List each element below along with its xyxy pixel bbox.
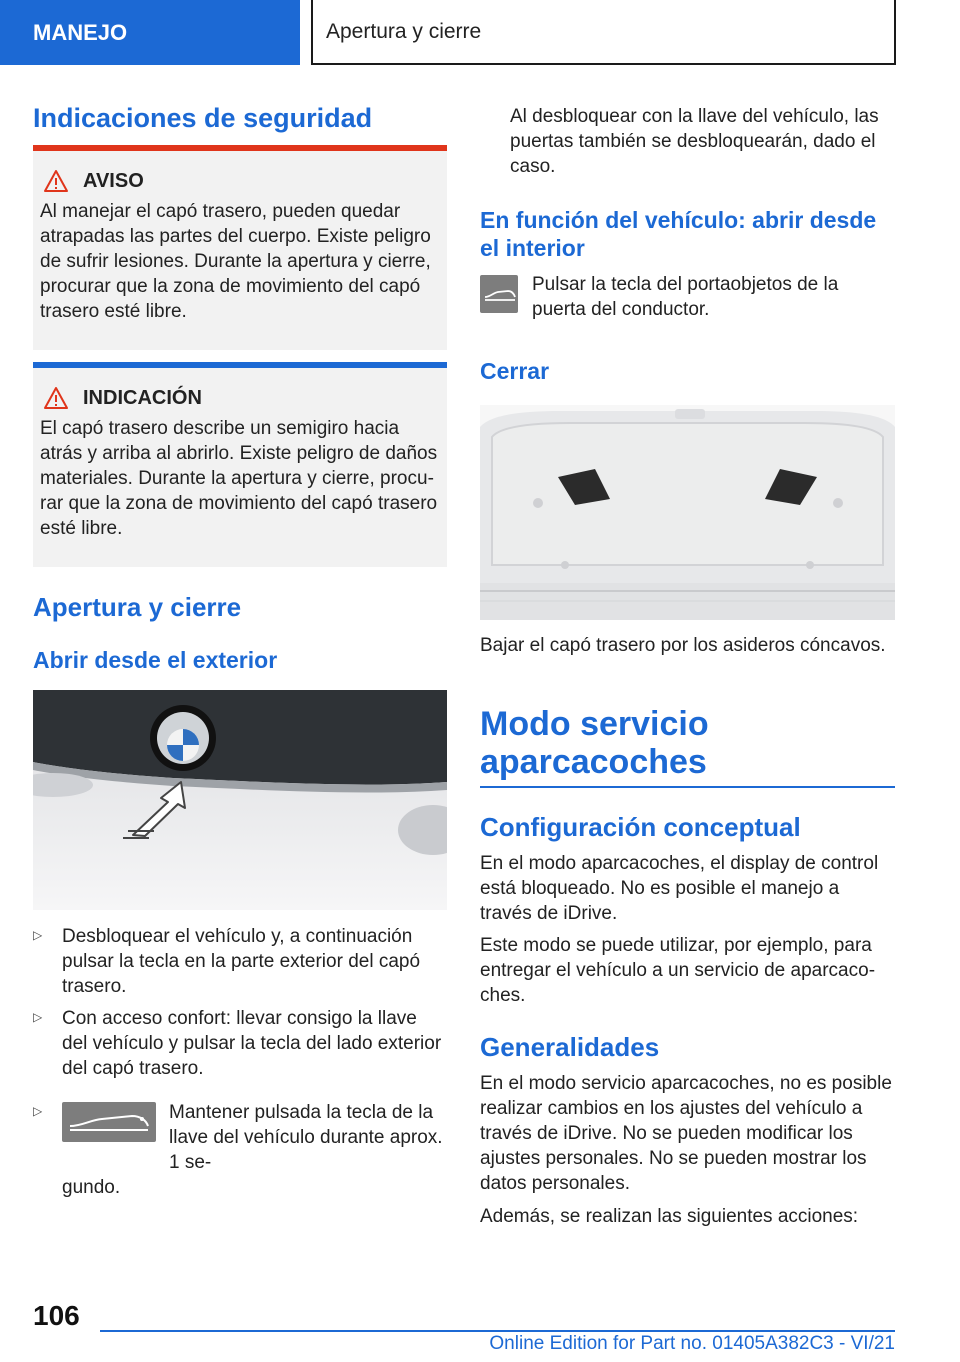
warning-triangle-icon — [43, 386, 69, 410]
heading-valet-mode: Modo servicio aparcacoches — [480, 705, 709, 781]
section-tab — [0, 0, 300, 65]
trunk-key-icon — [62, 1102, 156, 1142]
bullet-triangle-icon: ▷ — [33, 928, 43, 942]
page-number: 106 — [33, 1300, 80, 1331]
notice-title-row — [40, 386, 440, 410]
heading-open-close: Apertura y cierre — [33, 592, 242, 622]
step-2-text: Con acceso confort: llevar consigo la llave del vehículo y pulsar la tecla del lado exterior del capó trasero. — [62, 1008, 442, 1079]
close-caption: Bajar el capó trasero por los asideros cóncavos. — [480, 635, 886, 656]
notice-text: El capó trasero describe un semigiro hacia atrás y arriba al abrirlo. Existe peligro de daños materiales. Durante la apertura y cierre, procurar que la zona de movimiento del capó trasero esté libre. — [40, 418, 438, 539]
chapter-header — [311, 0, 896, 65]
heading-close: Cerrar — [480, 358, 550, 384]
notice-title: INDICACIÓN — [83, 386, 202, 409]
concept-paragraph-2: Este modo se puede utilizar, por ejemplo, para entregar el vehículo a un servicio de aparcacoches. — [480, 935, 876, 1006]
footer-rule — [100, 1330, 895, 1332]
warning-triangle-icon — [43, 169, 69, 193]
list-item — [33, 1006, 447, 1081]
unlock-note: Al desbloquear con la llave del vehículo, las puertas también se desbloquearán, dado el caso. — [510, 106, 879, 177]
warning-rule — [33, 145, 447, 151]
edition-text: Online Edition for Part no. 01405A382C3 - VI/21 — [489, 1333, 895, 1354]
heading-safety: Indicaciones de seguridad — [33, 103, 373, 133]
trunk-exterior-photo — [33, 690, 447, 910]
trunk-key-icon — [480, 275, 518, 313]
step-1-text: Desbloquear el vehículo y, a continuación pulsar la tecla en la parte exterior del capó trasero. — [62, 926, 421, 997]
step-3-text: Mantener pulsada la tecla de la llave del vehículo durante aprox. 1 se- — [169, 1102, 443, 1173]
inside-text: Pulsar la tecla del portaobjetos de la puerta del conductor. — [532, 274, 839, 320]
general-paragraph-2: Además, se realizan las siguientes acciones: — [480, 1206, 859, 1227]
heading-general: Generalidades — [480, 1032, 660, 1062]
heading-open-inside: En función del vehículo: abrir desde el interior — [480, 207, 877, 261]
step-3-text-cont: gundo. — [62, 1177, 121, 1198]
bullet-triangle-icon: ▷ — [33, 1010, 43, 1024]
bullet-triangle-icon: ▷ — [33, 1104, 43, 1118]
general-paragraph-1: En el modo servicio aparcacoches, no es posible realizar cambios en los ajustes del vehículo a través de iDrive. No se pueden modificar los ajustes personales. No se pueden mostrar los datos personales. — [480, 1073, 892, 1194]
warning-box — [33, 145, 447, 350]
section-label: MANEJO — [33, 19, 128, 45]
warning-text: Al manejar el capó trasero, pueden quedar atrapadas las partes del cuerpo. Existe peligro de sufrir lesiones. Durante la apertura y cierre, procurar que la zona de movimiento del capó trasero esté libre. — [40, 201, 431, 322]
chapter-title: Apertura y cierre — [326, 19, 482, 43]
trunk-interior-photo — [480, 405, 895, 620]
concept-paragraph-1: En el modo aparcacoches, el display de control está bloqueado. No es posible el manejo a través de iDrive. — [480, 853, 879, 924]
warning-title: AVISO — [83, 169, 144, 192]
heading-underline — [480, 786, 895, 788]
list-item — [33, 1100, 447, 1200]
heading-open-outside: Abrir desde el exterior — [33, 647, 278, 673]
warning-title-row — [40, 169, 440, 193]
heading-concept: Configuración conceptual — [480, 812, 801, 842]
notice-box — [33, 362, 447, 567]
notice-rule — [33, 362, 447, 368]
list-item — [33, 924, 447, 999]
